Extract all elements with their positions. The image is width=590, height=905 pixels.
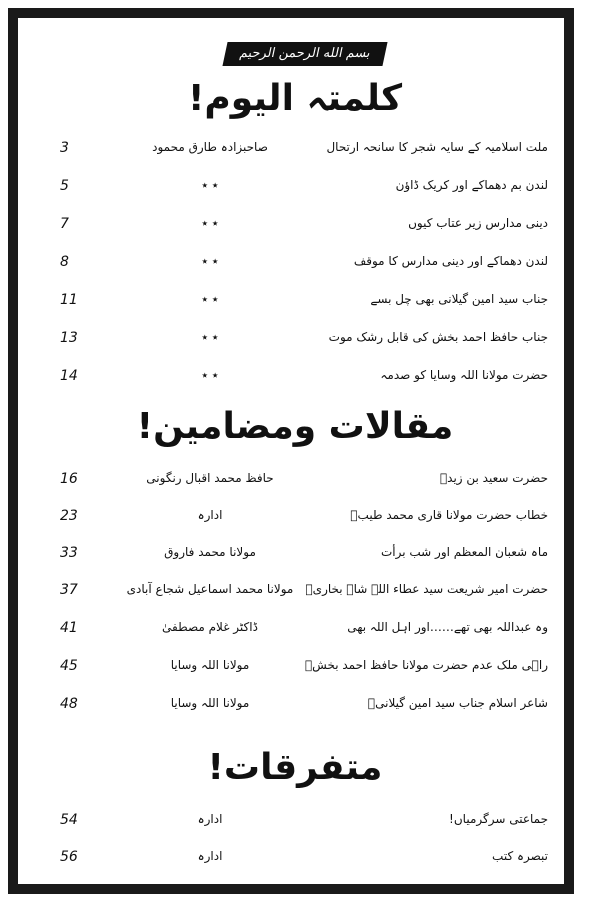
bismillah-banner: بسم الله الرحمن الرحيم	[222, 42, 387, 66]
page-number: 45	[60, 658, 78, 674]
page-number: 3	[60, 140, 69, 156]
page-number: 54	[60, 812, 78, 828]
article-title: تبصرہ کتب	[492, 849, 548, 863]
toc-row	[40, 330, 560, 358]
article-title: حضرت امیر شریعت سید عطاء اللہ شاہ بخاریؒ	[305, 582, 548, 596]
article-title: دینی مدارس زیر عتاب کیوں	[408, 216, 548, 230]
toc-row	[40, 368, 560, 396]
toc-row	[40, 216, 560, 244]
toc-row	[40, 254, 560, 282]
toc-row	[40, 696, 560, 724]
section-heading-mutafarriqat: متفرقات!	[207, 747, 383, 788]
author-name: ٭ ٭	[201, 368, 219, 382]
article-title: لندن بم دھماکے اور کریک ڈاؤن	[395, 178, 548, 192]
article-title: جناب سید امین گیلانی بھی چل بسے	[370, 292, 548, 306]
page-number: 33	[60, 545, 78, 561]
author-name: ٭ ٭	[201, 216, 219, 230]
toc-row	[40, 292, 560, 320]
page-number: 48	[60, 696, 78, 712]
page-number: 16	[60, 471, 78, 487]
page-number: 41	[60, 620, 78, 636]
page-number: 56	[60, 849, 78, 865]
author-name: ٭ ٭	[201, 178, 219, 192]
author-name: ڈاکٹر غلام مصطفیٰ	[162, 620, 258, 634]
toc-row	[40, 545, 560, 573]
toc-row	[40, 849, 560, 877]
toc-row	[40, 582, 560, 610]
article-title: جماعتی سرگرمیاں!	[449, 812, 548, 826]
author-name: صاحبزادہ طارق محمود	[152, 140, 268, 154]
toc-row	[40, 620, 560, 648]
page-number: 23	[60, 508, 78, 524]
article-title: ملت اسلامیہ کے سایہ شجر کا سانحہ ارتحال	[326, 140, 548, 154]
article-title: ماہ شعبان المعظم اور شب برأت	[380, 545, 548, 559]
article-title: شاعر اسلام جناب سید امین گیلانیؒ	[367, 696, 548, 710]
author-name: مولانا اللہ وسایا	[170, 658, 250, 672]
toc-row	[40, 658, 560, 686]
page-number: 5	[60, 178, 69, 194]
page-number: 7	[60, 216, 69, 232]
toc-row	[40, 812, 560, 840]
author-name: ادارہ	[197, 812, 223, 826]
author-name: ٭ ٭	[201, 254, 219, 268]
page-number: 37	[60, 582, 78, 598]
author-name: ٭ ٭	[201, 292, 219, 306]
page-number: 14	[60, 368, 78, 384]
author-name: ادارہ	[197, 508, 223, 522]
author-name: مولانا اللہ وسایا	[170, 696, 250, 710]
author-name: ٭ ٭	[201, 330, 219, 344]
toc-row	[40, 508, 560, 536]
author-name: ادارہ	[197, 849, 223, 863]
article-title: راہی ملک عدم حضرت مولانا حافظ احمد بخشؒ	[304, 658, 548, 672]
section-heading-kalimat: کلمتہ الیوم!	[187, 78, 402, 119]
author-name: مولانا محمد اسماعیل شجاع آبادی	[126, 582, 294, 596]
author-name: مولانا محمد فاروق	[164, 545, 256, 559]
section-heading-maqalat: مقالات ومضامین!	[136, 406, 454, 447]
page-number: 13	[60, 330, 78, 346]
article-title: حضرت سعید بن زیدؓ	[439, 471, 548, 485]
author-name: حافظ محمد اقبال رنگونی	[146, 471, 274, 485]
article-title: جناب حافظ احمد بخش کی قابل رشک موت	[328, 330, 548, 344]
article-title: لندن دھماکے اور دینی مدارس کا موقف	[353, 254, 548, 268]
page-number: 8	[60, 254, 69, 270]
toc-row	[40, 140, 560, 168]
toc-row	[40, 471, 560, 499]
article-title: حضرت مولانا اللہ وسایا کو صدمہ	[380, 368, 548, 382]
article-title: خطاب حضرت مولانا قاری محمد طیبؒ	[350, 508, 548, 522]
page-number: 11	[60, 292, 78, 308]
toc-row	[40, 178, 560, 206]
article-title: وہ عبداللہ بھی تھے……اور اہل اللہ بھی	[347, 620, 548, 634]
